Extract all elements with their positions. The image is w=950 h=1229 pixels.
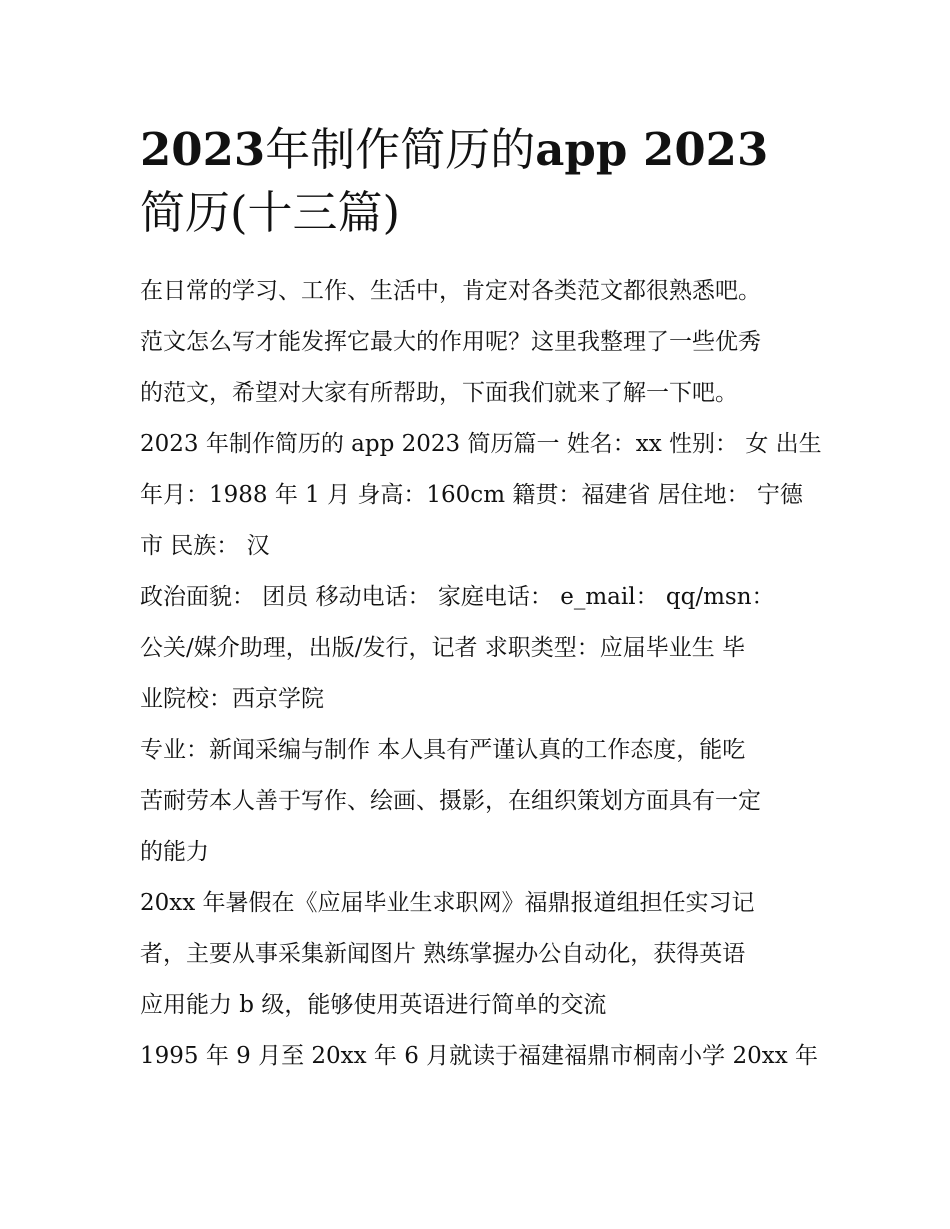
- text-line: 在日常的学习、工作、生活中，肯定对各类范文都很熟悉吧。: [140, 278, 761, 304]
- text-line: 20xx 年暑假在《应届毕业生求职网》福鼎报道组担任实习记: [140, 890, 755, 916]
- text-line: 2023 年制作简历的 app 2023 简历篇一 姓名：xx 性别： 女 出生: [140, 431, 822, 457]
- intro-paragraph: [140, 266, 820, 419]
- skills-paragraph: [140, 725, 820, 878]
- title-line-1: [140, 118, 820, 181]
- text-line: 1995 年 9 月至 20xx 年 6 月就读于福建福鼎市桐南小学 20xx 年: [140, 1043, 819, 1069]
- text-line: 政治面貌： 团员 移动电话： 家庭电话： e_mail： qq/msn：: [140, 584, 775, 610]
- text-line: 业院校：西京学院: [140, 686, 324, 712]
- title-app-year: app 2023: [535, 123, 769, 176]
- text-line: 应用能力 b 级，能够使用英语进行简单的交流: [140, 992, 607, 1018]
- experience-paragraph: [140, 878, 820, 1031]
- title-line-2: 简历(十三篇): [140, 186, 401, 239]
- text-line: 专业：新闻采编与制作 本人具有严谨认真的工作态度，能吃: [140, 737, 746, 763]
- document-title: [140, 118, 820, 244]
- personal-info-paragraph: [140, 419, 820, 572]
- title-middle-text: 年制作简历的: [265, 123, 536, 176]
- text-line: 公关/媒介助理，出版/发行，记者 求职类型：应届毕业生 毕: [140, 635, 746, 661]
- document-page: [140, 118, 820, 1082]
- text-line: 者，主要从事采集新闻图片 熟练掌握办公自动化，获得英语: [140, 941, 746, 967]
- contact-info-paragraph: [140, 572, 820, 725]
- text-line: 年月：1988 年 1 月 身高：160cm 籍贯：福建省 居住地： 宁德: [140, 482, 803, 508]
- text-line: 市 民族： 汉: [140, 533, 270, 559]
- education-paragraph: [140, 1031, 820, 1082]
- body-text: [140, 266, 820, 1082]
- text-line: 苦耐劳本人善于写作、绘画、摄影，在组织策划方面具有一定: [140, 788, 761, 814]
- text-line: 范文怎么写才能发挥它最大的作用呢？这里我整理了一些优秀: [140, 329, 761, 355]
- title-year: 2023: [140, 123, 266, 176]
- text-line: 的能力: [140, 839, 209, 865]
- text-line: 的范文，希望对大家有所帮助，下面我们就来了解一下吧。: [140, 380, 738, 406]
